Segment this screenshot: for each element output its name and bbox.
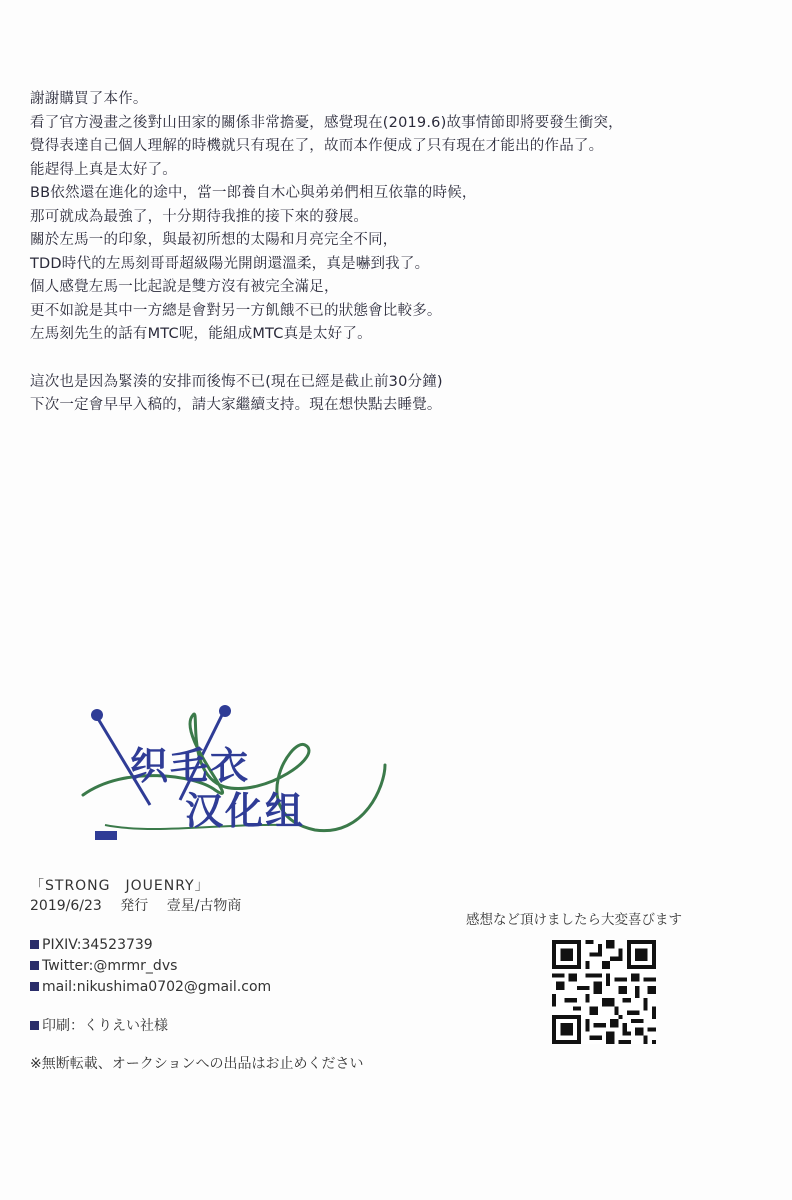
qr-caption: 感想など頂けましたら大変喜びます [466, 912, 682, 928]
square-bullet-icon [30, 940, 39, 949]
contact-twitter [30, 955, 271, 976]
afterword-line: BB依然還在進化的途中，當一郎養自木心與弟弟們相互依靠的時候， [30, 185, 477, 201]
circle-name: 壹星/古物商 [166, 898, 242, 914]
square-bullet-icon [30, 1021, 39, 1030]
afterword-line: TDD時代的左馬刻哥哥超級陽光開朗還溫柔，真是嚇到我了。 [30, 255, 430, 272]
issue-label: 発行 [120, 898, 149, 914]
qr-code-icon [552, 940, 656, 1044]
square-bullet-icon [30, 982, 39, 991]
twitter-handle: Twitter:@mrmr_dvs [42, 957, 178, 974]
afterword-line: 看了官方漫畫之後對山田家的關係非常擔憂，感覺現在(2019.6)故事情節即將要發生衝突， [30, 114, 623, 131]
publication-date: 2019/6/23 [30, 898, 102, 914]
square-bullet-icon [30, 961, 39, 970]
printer-name: 印刷：くりえい社様 [42, 1018, 168, 1034]
afterword-line: 關於左馬一的印象，與最初所想的太陽和月亮完全不同， [30, 232, 398, 248]
logo-name-line2: 汉化组 [185, 789, 306, 833]
afterword-line: 那可就成為最強了，十分期待我推的接下來的發展。 [30, 208, 369, 225]
book-title: 「STRONG JOUENRY」 [30, 878, 210, 894]
afterword-line: 下次一定會早早入稿的，請大家繼續支持。現在想快點去睡覺。 [30, 397, 442, 413]
afterword-line: 謝謝購買了本作。 [30, 91, 148, 107]
logo-name-line1: 织毛衣 [130, 744, 251, 788]
afterword-line: 能趕得上真是太好了。 [30, 161, 177, 178]
afterword-text [30, 88, 770, 418]
afterword-line: 左馬刻先生的話有MTC呢，能組成MTC真是太好了。 [30, 326, 372, 342]
reprint-notice: ※無断転載、オークションへの出品はお止めください [30, 1056, 364, 1072]
afterword-line: 這次也是因為緊湊的安排而後悔不已(現在已經是截止前30分鐘) [30, 373, 443, 390]
afterword-line: 更不如說是其中一方總是會對另一方飢餓不已的狀態會比較多。 [30, 302, 442, 319]
mail-address: mail:nikushima0702@gmail.com [42, 978, 272, 995]
colophon [30, 876, 255, 916]
pixiv-id: PIXIV:34523739 [42, 936, 153, 953]
contact-pixiv [30, 934, 271, 955]
afterword-line: 個人感覺左馬一比起說是雙方沒有被完全滿足， [30, 279, 339, 295]
contact-list [30, 934, 271, 997]
publication-info [30, 896, 255, 916]
contact-mail [30, 976, 271, 997]
afterword-line: 覺得表達自己個人理解的時機就只有現在了，故而本作便成了只有現在才能出的作品了。 [30, 138, 604, 154]
printer-credit [30, 1015, 168, 1035]
translation-group-logo [75, 695, 405, 860]
